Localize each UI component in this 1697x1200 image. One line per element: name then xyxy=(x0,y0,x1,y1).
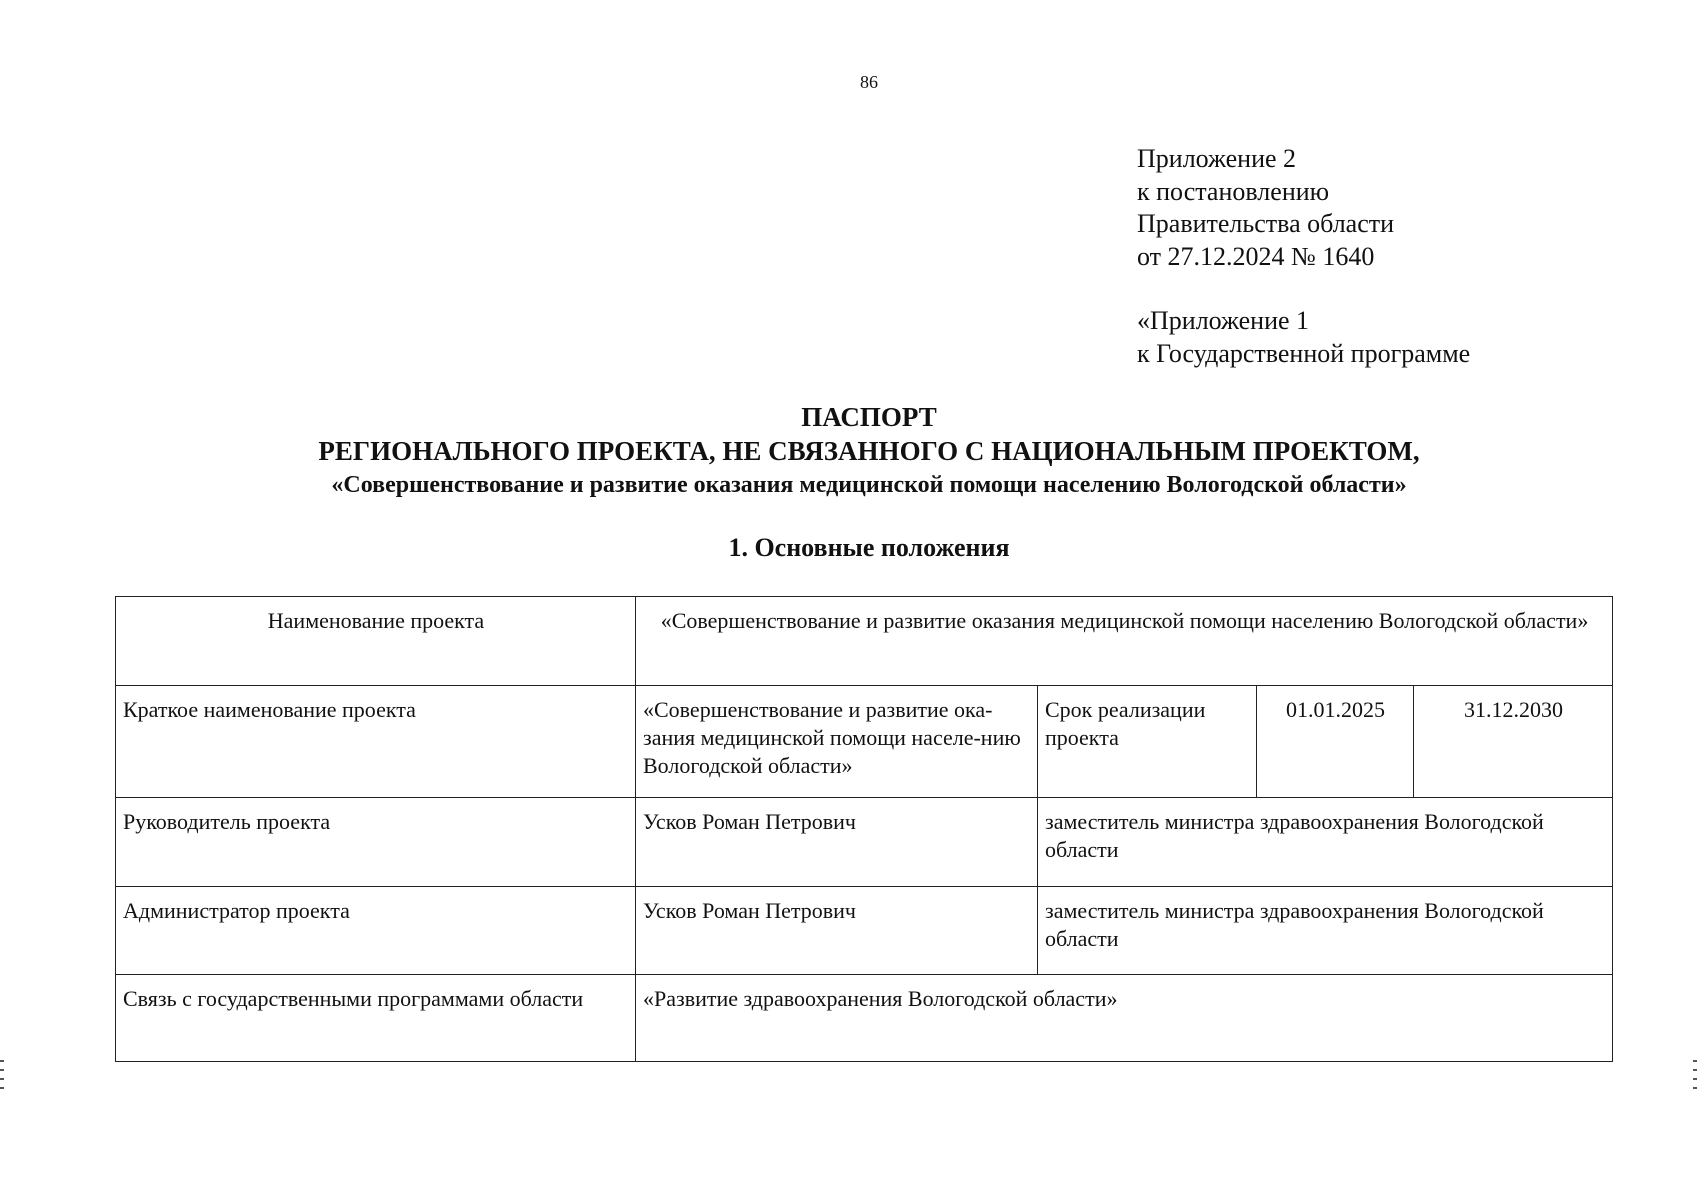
passport-table xyxy=(115,596,1613,1062)
appendix-line: от 27.12.2024 № 1640 xyxy=(1137,241,1375,271)
page-number: 86 xyxy=(860,72,878,92)
programs-label: Связь с государственными программами области xyxy=(116,975,636,1062)
project-name-label: Наименование проекта xyxy=(116,597,636,686)
admin-name: Усков Роман Петрович xyxy=(636,887,1038,975)
appendix-line: Правительства области xyxy=(1137,209,1395,238)
table-row xyxy=(116,975,1613,1062)
admin-label: Администратор проекта xyxy=(116,887,636,975)
appendix-block xyxy=(1137,143,1394,273)
leader-name: Усков Роман Петрович xyxy=(636,798,1038,887)
heading-project-name: «Совершенствование и развитие оказания медицинской помощи населению Вологодской области» xyxy=(331,472,1407,498)
heading-passport: ПАСПОРТ xyxy=(801,402,937,432)
short-name-label: Краткое наименование проекта xyxy=(116,686,636,798)
margin-ticks-left xyxy=(0,1060,4,1096)
admin-position: заместитель министра здравоохранения Вологодской области xyxy=(1038,887,1613,975)
project-name-value: «Совершенствование и развитие оказания медицинской помощи населению Вологодской области» xyxy=(636,597,1613,686)
term-end: 31.12.2030 xyxy=(1414,686,1613,798)
term-start: 01.01.2025 xyxy=(1257,686,1414,798)
short-name-value: «Совершенствование и развитие ока-зания медицинской помощи населе-нию Вологодской области» xyxy=(636,686,1038,798)
appendix-line: к постановлению xyxy=(1137,176,1330,206)
section-title: 1. Основные положения xyxy=(728,533,1010,562)
document-heading xyxy=(0,400,1697,502)
margin-ticks-right xyxy=(1693,1060,1697,1096)
appendix-line: Приложение 2 xyxy=(1137,144,1297,173)
prior-appendix-line: к Государственной программе xyxy=(1137,338,1471,368)
leader-position: заместитель министра здравоохранения Вологодской области xyxy=(1038,798,1613,887)
table-row xyxy=(116,597,1613,686)
leader-label: Руководитель проекта xyxy=(116,798,636,887)
programs-value: «Развитие здравоохранения Вологодской области» xyxy=(636,975,1613,1062)
prior-appendix-block xyxy=(1137,305,1470,370)
heading-project-type: РЕГИОНАЛЬНОГО ПРОЕКТА, НЕ СВЯЗАННОГО С НАЦИОНАЛЬНЫМ ПРОЕКТОМ, xyxy=(318,436,1420,466)
table-row xyxy=(116,887,1613,975)
table-row xyxy=(116,686,1613,798)
prior-appendix-line: «Приложение 1 xyxy=(1137,306,1310,335)
table-row xyxy=(116,798,1613,887)
term-label: Срок реализации проекта xyxy=(1038,686,1257,798)
